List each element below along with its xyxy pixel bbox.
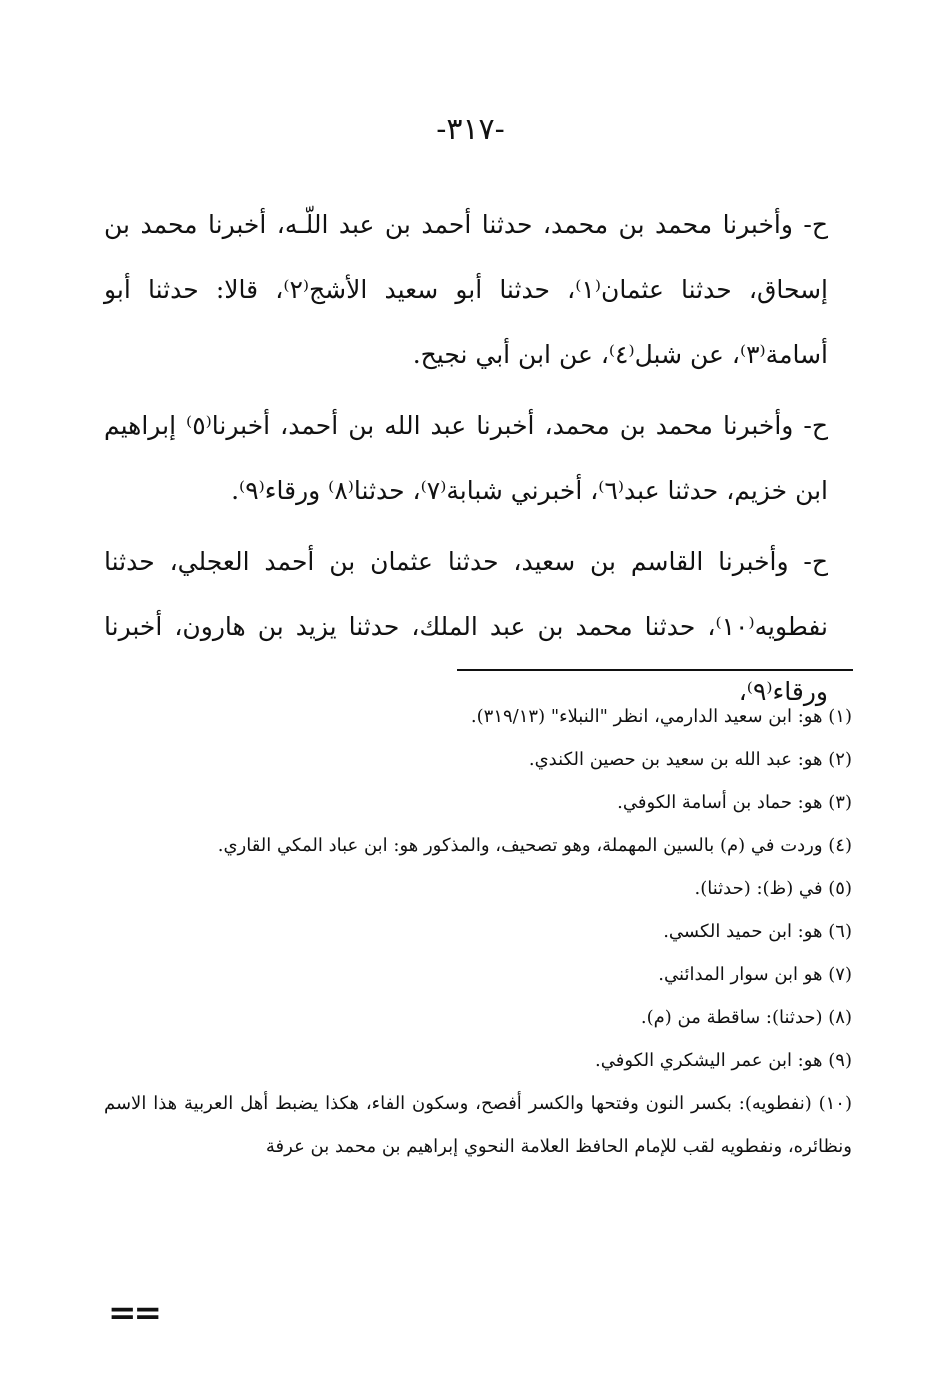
main-text — [104, 192, 828, 730]
footnote-8: (٨) (حدثنا): ساقطة من (م). — [640, 1007, 852, 1028]
footnote-1: (١) هو: ابن سعيد الدارمي، انظر "النبلاء" (٣١٩/١٣). — [470, 706, 852, 727]
footnote-separator — [457, 669, 853, 671]
paragraph-3: ح- وأخبرنا القاسم بن سعيد، حدثنا عثمان بن أحمد العجلي، حدثنا نفطويه⁽١٠⁾، حدثنا محمد بن عبد الملك، حدثنا يزيد بن هارون، أخبرنا ورقاء⁽٩⁾، — [104, 547, 828, 706]
continuation-mark: == — [108, 1293, 159, 1333]
footnote-3: (٣) هو: حماد بن أسامة الكوفي. — [617, 792, 852, 813]
footnote-2: (٢) هو: عبد الله بن سعيد بن حصين الكندي. — [528, 749, 852, 770]
footnote-9: (٩) هو: ابن عمر اليشكري الكوفي. — [595, 1050, 852, 1071]
footnote-4: (٤) وردت في (م) بالسين المهملة، وهو تصحيف، والمذكور هو: ابن عباد المكي القاري. — [217, 835, 852, 856]
page-number: -٣١٧- — [436, 112, 505, 147]
footnotes — [104, 695, 852, 1168]
footnote-10: (١٠) (نفطويه): بكسر النون وفتحها والكسر أفصح، وسكون الفاء، هكذا يضبط أهل العربية هذا الاسم ونظائره، ونفطويه لقب للإمام الحافظ العلامة النحوي إبراهيم بن محمد بن عرفة — [104, 1093, 852, 1157]
footnote-5: (٥) في (ظ): (حدثنا). — [694, 878, 852, 899]
paragraph-1: ح- وأخبرنا محمد بن محمد، حدثنا أحمد بن عبد اللّـه، أخبرنا محمد بن إسحاق، حدثنا عثمان⁽١⁾، حدثنا أبو سعيد الأشج⁽٢⁾، قالا: حدثنا أبو أسامة⁽٣⁾، عن شبل⁽٤⁾، عن ابن أبي نجيح. — [104, 210, 828, 369]
paragraph-2: ح- وأخبرنا محمد بن محمد، أخبرنا عبد الله بن أحمد، أخبرنا⁽٥⁾ إبراهيم ابن خزيم، حدثنا عبد⁽٦⁾، أخبرني شبابة⁽٧⁾، حدثنا⁽٨⁾ ورقاء⁽٩⁾. — [104, 411, 828, 505]
footnote-7: (٧) هو ابن سوار المدائني. — [658, 964, 852, 985]
footnote-6: (٦) هو: ابن حميد الكسي. — [663, 921, 852, 942]
